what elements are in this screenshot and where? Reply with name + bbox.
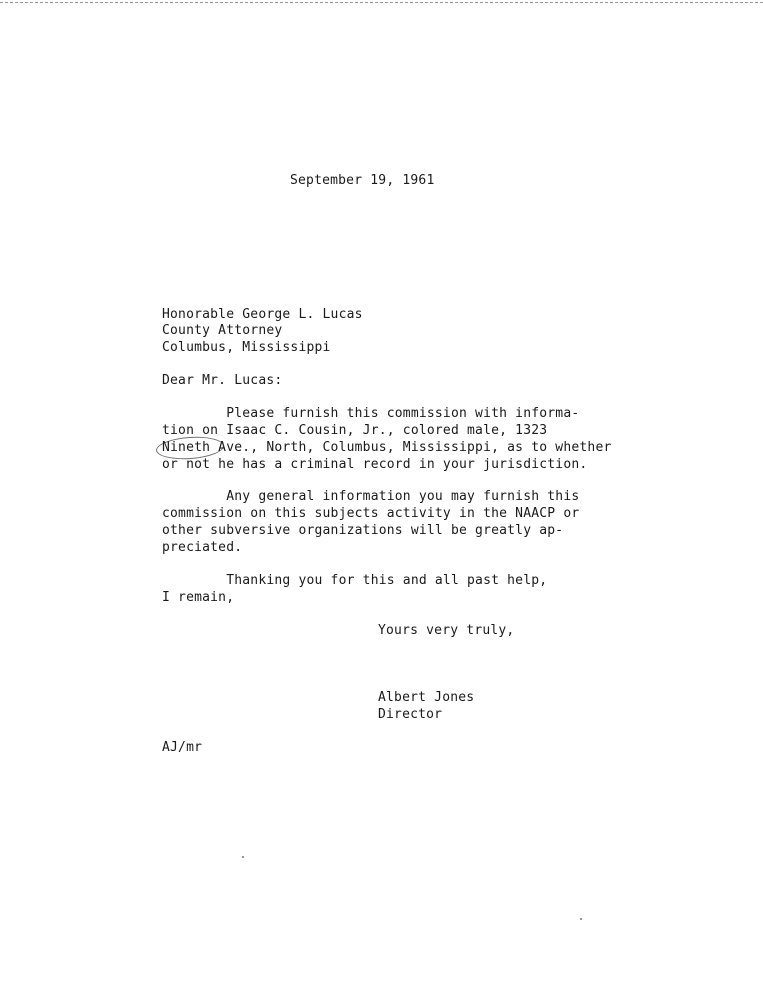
paragraph-line: Please furnish this commission with informa-: [162, 406, 580, 421]
paragraph-line: other subversive organizations will be greatly ap-: [162, 523, 564, 538]
letter-date: September 19, 1961: [290, 173, 435, 188]
paragraph-line: Thanking you for this and all past help,: [162, 573, 548, 588]
paragraph-line: Nineth Ave., North, Columbus, Mississippi, as to whether: [162, 440, 612, 455]
typist-initials: AJ/mr: [162, 740, 203, 755]
paragraph-line: Any general information you may furnish this: [162, 489, 580, 504]
paragraph-line: commission on this subjects activity in the NAACP or: [162, 506, 580, 521]
closing: Yours very truly,: [378, 623, 515, 638]
scan-speck: [242, 856, 244, 858]
page-top-edge: [0, 2, 763, 3]
address-line: Columbus, Mississippi: [162, 340, 331, 355]
signer-name: Albert Jones: [378, 690, 475, 705]
address-line: Honorable George L. Lucas: [162, 307, 363, 322]
address-line: County Attorney: [162, 323, 283, 338]
salutation: Dear Mr. Lucas:: [162, 373, 283, 388]
scan-speck: [580, 918, 582, 920]
signer-title: Director: [378, 707, 443, 722]
paragraph-line: preciated.: [162, 540, 243, 555]
paragraph-line: or not he has a criminal record in your jurisdiction.: [162, 457, 588, 472]
paragraph-line: tion on Isaac C. Cousin, Jr., colored male, 1323: [162, 423, 548, 438]
paragraph-line: I remain,: [162, 590, 235, 605]
